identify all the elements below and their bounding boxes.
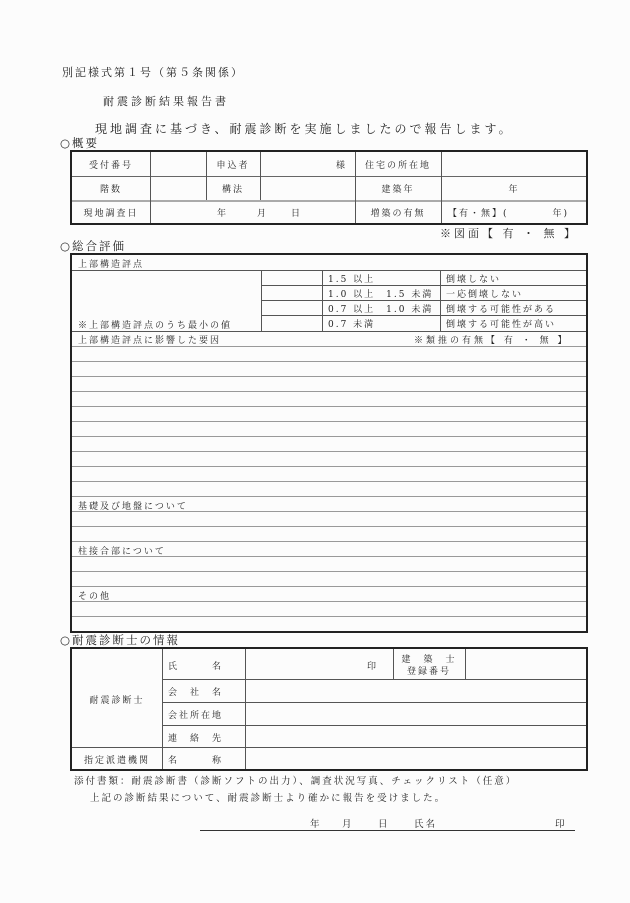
joints-label: 柱接合部について (78, 547, 166, 557)
company-field[interactable] (246, 679, 586, 702)
architect-reg-field[interactable] (466, 649, 586, 679)
floors-field[interactable] (151, 176, 206, 200)
score-range-1: 1.5 以上 (328, 275, 376, 285)
diagnostician-group-label: 耐震診断士 (89, 696, 145, 706)
min-value-label: ※上部構造評点のうち最小の値 (78, 321, 233, 331)
applicant-honorific: 様 (336, 161, 348, 171)
address-field[interactable] (442, 152, 586, 176)
score-value-field[interactable] (262, 270, 322, 331)
other-label: その他 (78, 592, 112, 602)
sign-year[interactable]: 年 (310, 819, 322, 830)
agency-name-field[interactable] (246, 747, 586, 769)
agency-label: 指定派遣機関 (83, 756, 150, 766)
attachments-note: 添付書類：耐震診断書（診断ソフトの出力）、調査状況写真、チェックリスト（任意） (74, 776, 518, 787)
structure-field[interactable] (261, 176, 355, 200)
joints-text-area[interactable] (72, 556, 586, 586)
contact-label: 連 絡 先 (168, 734, 224, 744)
other-text-area[interactable] (72, 601, 586, 631)
intro-text: 現地調査に基づき、耐震診断を実施しましたので報告します。 (95, 122, 514, 136)
company-address-label: 会社所在地 (168, 711, 224, 721)
score-range-4: 0.7 未満 (328, 320, 376, 330)
built-year-field[interactable]: 年 (508, 185, 520, 195)
overview-table (70, 150, 588, 225)
overview-section-title: ○概要 (60, 136, 100, 150)
score-range-3: 0.7 以上 1.0 未満 (328, 305, 434, 315)
document-title: 耐震診断結果報告書 (103, 95, 229, 108)
form-number: 別記様式第１号（第５条関係） (62, 66, 244, 79)
agency-name-label: 名 称 (168, 756, 224, 766)
sign-seal: 印 (555, 819, 567, 830)
foundation-text-area[interactable] (72, 511, 586, 541)
survey-date-year[interactable]: 年 (217, 209, 229, 219)
name-label: 氏 名 (168, 662, 224, 672)
floors-label: 階数 (99, 185, 122, 195)
score-range-2: 1.0 以上 1.5 未満 (328, 290, 434, 300)
address-label: 住宅の所在地 (364, 161, 431, 171)
sign-name-field[interactable] (440, 814, 550, 828)
sign-month[interactable]: 月 (342, 819, 354, 830)
reception-number-label: 受付番号 (88, 161, 133, 171)
confirmation-text: 上記の診断結果について、耐震診断士より確かに報告を受けました。 (90, 793, 447, 804)
drawing-availability[interactable]: ※図面【 有 ・ 無 】 (440, 227, 578, 240)
sign-name-label: 氏名 (414, 819, 438, 830)
diagnostician-section-title: ○耐震診断士の情報 (60, 633, 181, 647)
score-result-1: 倒壊しない (446, 275, 502, 285)
extension-field[interactable]: 【有・無】( 年) (448, 209, 570, 219)
evaluation-section-title: ○総合評価 (60, 239, 127, 253)
analogy-availability[interactable]: ※類推の有無【 有 ・ 無 】 (414, 336, 570, 346)
structure-label: 構法 (221, 185, 244, 195)
signature-line (200, 830, 575, 831)
survey-date-month[interactable]: 月 (257, 209, 269, 219)
built-year-label: 建築年 (381, 185, 415, 195)
survey-date-day[interactable]: 日 (291, 209, 303, 219)
sign-day[interactable]: 日 (378, 819, 390, 830)
foundation-label: 基礎及び地盤について (78, 502, 188, 512)
architect-reg-label-2: 登録番号 (406, 667, 451, 677)
score-result-4: 倒壊する可能性が高い (446, 320, 557, 330)
score-header: 上部構造評点 (78, 260, 145, 270)
architect-reg-label-1: 建 築 士 (401, 655, 457, 665)
score-result-3: 倒壊する可能性がある (446, 305, 557, 315)
evaluation-table (70, 253, 588, 633)
survey-date-label: 現地調査日 (83, 209, 139, 219)
extension-label: 増築の有無 (370, 209, 426, 219)
factors-label: 上部構造評点に影響した要因 (78, 336, 222, 346)
reception-number-field[interactable] (151, 152, 206, 176)
company-label: 会 社 名 (168, 688, 224, 698)
company-address-field[interactable] (246, 702, 586, 725)
diagnostician-table (70, 647, 588, 771)
applicant-label: 申込者 (216, 161, 250, 171)
contact-field[interactable] (246, 725, 586, 747)
score-result-2: 一応倒壊しない (446, 290, 524, 300)
factors-text-area[interactable] (72, 346, 586, 496)
seal-mark: 印 (367, 662, 379, 672)
